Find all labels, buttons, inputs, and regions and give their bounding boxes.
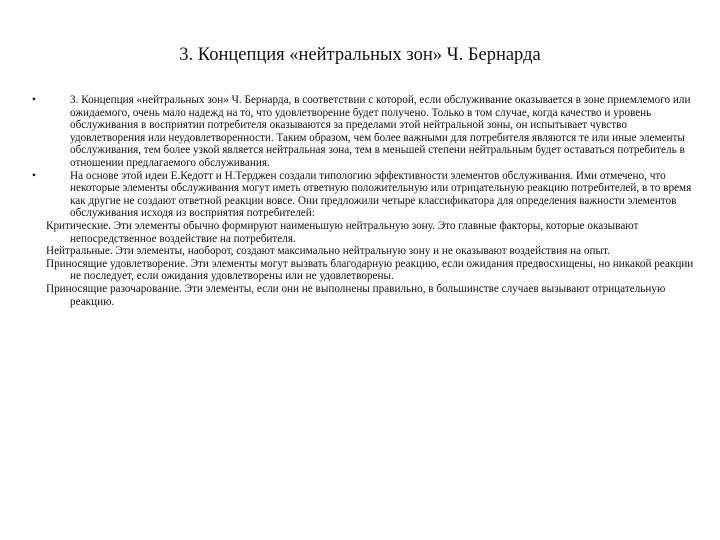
slide-title: 3. Концепция «нейтральных зон» Ч. Бернарда [179,45,541,65]
slide-body [24,94,698,308]
bullet-dot-icon: • [32,94,36,106]
bullet-dot-icon: • [32,169,36,182]
bullet-item-2 [24,170,698,220]
list-item-critical: Критические. Эти элементы обычно формируют наименьшую нейтральную зону. Это главные факторы, которые оказывают непосредственное воздействие на потребителя. [46,219,639,245]
list-item-disappointing: Приносящие разочарование. Эти элементы, если они не выполнены правильно, в большинстве случаев вызывают отрицательную реакцию. [46,282,666,308]
bullet-item-1 [24,94,698,170]
list-item-satisfying: Приносящие удовлетворение. Эти элементы могут вызвать благодарную реакцию, если ожидания предвосхищены, но никакой реакции не последует, если ожидания удовлетворены или не удовлетворены. [46,257,694,283]
list-item-neutral: Нейтральные. Эти элементы, наоборот, создают максимально нейтральную зону и не оказывают воздействия на опыт. [46,245,610,258]
bullet-text-1: 3. Концепция «нейтральных зон» Ч. Бернарда, в соответствии с которой, если обслуживание оказывается в зоне приемлемого или ожидаемого, очень мало надежд на то, что удовлетворение будет получено. Только в том случае, когда качество и уровень обслуживания в восприятии потребителя оказываются за пределами этой нейтральной зоны, он испытывает чувство удовлетворения или неудовлетворенности. Таким образом, чем более важными для потребителя являются те или иные элементы обслуживания, тем более узкой является нейтральная зона, тем в меньшей степени нейтральным будет оставаться потребитель в отношении предлагаемого обслуживания. [70,94,691,169]
bullet-text-2: На основе этой идеи Е.Кедотт и Н.Терджен создали типологию эффективности элементов обслуживания. Ими отмечено, что некоторые элементы обслуживания могут иметь ответную положительную или отрицательную реакцию потребителей, в то время как другие не создают ответной реакции вовсе. Они предложили четыре классификатора для определения важности элементов обслуживания исходя из восприятия потребителей: [70,169,692,220]
